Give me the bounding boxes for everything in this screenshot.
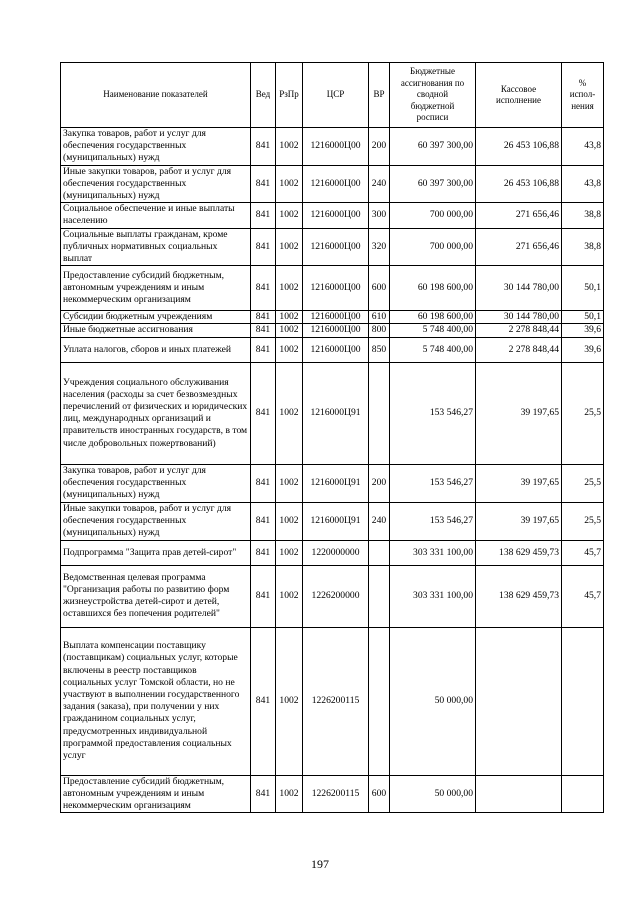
header-percent-line: % bbox=[578, 77, 587, 88]
row-allocations: 5 748 400,00 bbox=[390, 324, 476, 337]
row-ved: 841 bbox=[251, 627, 276, 775]
row-name: Учреждения социального обслуживания населения (расходы за счет безвозмездных перечислений от физических и юридических лиц, международных организаций и правительств иностранных государств, в том числе добровольных пожертвований) bbox=[61, 362, 251, 464]
row-cash-execution: 26 453 106,88 bbox=[476, 128, 562, 166]
table-row bbox=[61, 128, 604, 166]
table-row bbox=[61, 565, 604, 627]
row-name: Социальные выплаты гражданам, кроме публичных нормативных социальных выплат bbox=[61, 228, 251, 266]
table-row bbox=[61, 502, 604, 540]
row-cash-execution bbox=[476, 627, 562, 775]
row-vr bbox=[369, 627, 390, 775]
row-allocations: 303 331 100,00 bbox=[390, 565, 476, 627]
row-rzpr: 1002 bbox=[276, 311, 303, 324]
row-percent: 43,8 bbox=[562, 128, 604, 166]
row-vr: 200 bbox=[369, 464, 390, 502]
row-vr: 320 bbox=[369, 228, 390, 266]
header-ved: Вед bbox=[251, 63, 276, 128]
row-cash-execution: 39 197,65 bbox=[476, 362, 562, 464]
row-vr: 800 bbox=[369, 324, 390, 337]
header-allocations-line: росписи bbox=[416, 112, 449, 123]
row-csr: 1220000000 bbox=[303, 540, 369, 565]
row-cash-execution bbox=[476, 775, 562, 813]
table-header-row bbox=[61, 63, 604, 128]
row-csr: 1216000Ц00 bbox=[303, 165, 369, 203]
row-allocations: 700 000,00 bbox=[390, 228, 476, 266]
row-csr: 1226200000 bbox=[303, 565, 369, 627]
row-rzpr: 1002 bbox=[276, 627, 303, 775]
row-name: Иные бюджетные ассигнования bbox=[61, 324, 251, 337]
row-allocations: 60 198 600,00 bbox=[390, 311, 476, 324]
row-percent: 50,1 bbox=[562, 266, 604, 311]
row-percent bbox=[562, 775, 604, 813]
row-ved: 841 bbox=[251, 228, 276, 266]
header-allocations-line: ассигнования по bbox=[400, 77, 465, 88]
row-cash-execution: 138 629 459,73 bbox=[476, 565, 562, 627]
row-allocations: 50 000,00 bbox=[390, 627, 476, 775]
row-cash-execution: 26 453 106,88 bbox=[476, 165, 562, 203]
row-rzpr: 1002 bbox=[276, 540, 303, 565]
row-allocations: 303 331 100,00 bbox=[390, 540, 476, 565]
header-csr: ЦСР bbox=[303, 63, 369, 128]
table-row bbox=[61, 362, 604, 464]
row-csr: 1216000Ц00 bbox=[303, 128, 369, 166]
row-percent: 25,5 bbox=[562, 464, 604, 502]
row-vr: 240 bbox=[369, 165, 390, 203]
row-percent: 25,5 bbox=[562, 502, 604, 540]
row-name: Выплата компенсации поставщику (поставщикам) социальных услуг, которые включены в реестр поставщиков социальных услуг Томской области, но не участвуют в выполнении государственного задания (заказа), при получении у них гражданином социальных услуг, предусмотренных индивидуальной программой предоставления социальных услуг bbox=[61, 627, 251, 775]
row-allocations: 50 000,00 bbox=[390, 775, 476, 813]
row-csr: 1216000Ц91 bbox=[303, 464, 369, 502]
header-percent-line: нения bbox=[571, 100, 594, 111]
row-name: Ведомственная целевая программа "Организация работы по развитию форм жизнеустройства детей-сирот и детей, оставшихся без попечения родителей" bbox=[61, 565, 251, 627]
row-vr bbox=[369, 565, 390, 627]
row-allocations: 60 397 300,00 bbox=[390, 128, 476, 166]
table-row bbox=[61, 266, 604, 311]
table-row bbox=[61, 627, 604, 775]
header-name: Наименование показателей bbox=[61, 63, 251, 128]
row-rzpr: 1002 bbox=[276, 266, 303, 311]
row-cash-execution: 2 278 848,44 bbox=[476, 324, 562, 337]
row-rzpr: 1002 bbox=[276, 128, 303, 166]
header-cash-execution bbox=[476, 63, 562, 128]
row-percent bbox=[562, 627, 604, 775]
row-cash-execution: 2 278 848,44 bbox=[476, 337, 562, 362]
row-csr: 1226200115 bbox=[303, 775, 369, 813]
table-row bbox=[61, 337, 604, 362]
row-vr: 240 bbox=[369, 502, 390, 540]
row-csr: 1216000Ц91 bbox=[303, 362, 369, 464]
row-name: Иные закупки товаров, работ и услуг для обеспечения государственных (муниципальных) нужд bbox=[61, 502, 251, 540]
row-ved: 841 bbox=[251, 502, 276, 540]
row-csr: 1216000Ц00 bbox=[303, 228, 369, 266]
row-allocations: 60 397 300,00 bbox=[390, 165, 476, 203]
row-percent: 50,1 bbox=[562, 311, 604, 324]
row-ved: 841 bbox=[251, 464, 276, 502]
header-allocations-line: бюджетной bbox=[410, 100, 455, 111]
row-allocations: 700 000,00 bbox=[390, 203, 476, 228]
row-rzpr: 1002 bbox=[276, 203, 303, 228]
row-name: Подпрограмма "Защита прав детей-сирот" bbox=[61, 540, 251, 565]
row-rzpr: 1002 bbox=[276, 464, 303, 502]
row-percent: 39,6 bbox=[562, 324, 604, 337]
row-vr bbox=[369, 362, 390, 464]
row-ved: 841 bbox=[251, 203, 276, 228]
table-row bbox=[61, 228, 604, 266]
row-ved: 841 bbox=[251, 324, 276, 337]
row-allocations: 153 546,27 bbox=[390, 464, 476, 502]
row-cash-execution: 271 656,46 bbox=[476, 228, 562, 266]
row-ved: 841 bbox=[251, 128, 276, 166]
row-name: Уплата налогов, сборов и иных платежей bbox=[61, 337, 251, 362]
row-cash-execution: 30 144 780,00 bbox=[476, 266, 562, 311]
row-cash-execution: 30 144 780,00 bbox=[476, 311, 562, 324]
header-allocations-line: Бюджетные bbox=[410, 66, 455, 77]
table-row bbox=[61, 324, 604, 337]
row-cash-execution: 271 656,46 bbox=[476, 203, 562, 228]
table-row bbox=[61, 311, 604, 324]
header-rzpr: РзПр bbox=[276, 63, 303, 128]
row-rzpr: 1002 bbox=[276, 502, 303, 540]
header-percent-execution bbox=[562, 63, 604, 128]
row-name: Закупка товаров, работ и услуг для обеспечения государственных (муниципальных) нужд bbox=[61, 464, 251, 502]
row-name: Закупка товаров, работ и услуг для обеспечения государственных (муниципальных) нужд bbox=[61, 128, 251, 166]
row-csr: 1216000Ц00 bbox=[303, 311, 369, 324]
row-rzpr: 1002 bbox=[276, 565, 303, 627]
row-name: Предоставление субсидий бюджетным, автономным учреждениям и иным некоммерческим организациям bbox=[61, 266, 251, 311]
table-row bbox=[61, 775, 604, 813]
row-percent: 38,8 bbox=[562, 203, 604, 228]
row-percent: 25,5 bbox=[562, 362, 604, 464]
row-name: Социальное обеспечение и иные выплаты населению bbox=[61, 203, 251, 228]
row-percent: 45,7 bbox=[562, 565, 604, 627]
row-percent: 43,8 bbox=[562, 165, 604, 203]
row-csr: 1226200115 bbox=[303, 627, 369, 775]
row-rzpr: 1002 bbox=[276, 165, 303, 203]
row-percent: 45,7 bbox=[562, 540, 604, 565]
row-cash-execution: 39 197,65 bbox=[476, 502, 562, 540]
table-row bbox=[61, 540, 604, 565]
row-vr: 610 bbox=[369, 311, 390, 324]
row-name: Предоставление субсидий бюджетным, автономным учреждениям и иным некоммерческим организациям bbox=[61, 775, 251, 813]
header-allocations bbox=[390, 63, 476, 128]
row-rzpr: 1002 bbox=[276, 228, 303, 266]
header-vr: ВР bbox=[369, 63, 390, 128]
row-vr bbox=[369, 540, 390, 565]
row-ved: 841 bbox=[251, 311, 276, 324]
page-number: 197 bbox=[311, 857, 329, 871]
table-body bbox=[61, 128, 604, 813]
row-vr: 200 bbox=[369, 128, 390, 166]
row-rzpr: 1002 bbox=[276, 775, 303, 813]
row-ved: 841 bbox=[251, 337, 276, 362]
row-allocations: 5 748 400,00 bbox=[390, 337, 476, 362]
row-allocations: 153 546,27 bbox=[390, 502, 476, 540]
row-ved: 841 bbox=[251, 266, 276, 311]
budget-execution-table bbox=[60, 62, 604, 813]
row-vr: 600 bbox=[369, 266, 390, 311]
row-percent: 39,6 bbox=[562, 337, 604, 362]
row-allocations: 153 546,27 bbox=[390, 362, 476, 464]
header-cash-line: Кассовое bbox=[500, 83, 537, 94]
header-percent-line: испол- bbox=[569, 89, 596, 100]
row-allocations: 60 198 600,00 bbox=[390, 266, 476, 311]
row-csr: 1216000Ц00 bbox=[303, 324, 369, 337]
row-percent: 38,8 bbox=[562, 228, 604, 266]
row-vr: 850 bbox=[369, 337, 390, 362]
row-cash-execution: 138 629 459,73 bbox=[476, 540, 562, 565]
row-name: Субсидии бюджетным учреждениям bbox=[61, 311, 251, 324]
row-ved: 841 bbox=[251, 540, 276, 565]
row-csr: 1216000Ц91 bbox=[303, 502, 369, 540]
row-cash-execution: 39 197,65 bbox=[476, 464, 562, 502]
row-csr: 1216000Ц00 bbox=[303, 266, 369, 311]
row-csr: 1216000Ц00 bbox=[303, 337, 369, 362]
row-ved: 841 bbox=[251, 165, 276, 203]
table-row bbox=[61, 165, 604, 203]
table-row bbox=[61, 203, 604, 228]
row-ved: 841 bbox=[251, 565, 276, 627]
row-csr: 1216000Ц00 bbox=[303, 203, 369, 228]
row-vr: 300 bbox=[369, 203, 390, 228]
row-ved: 841 bbox=[251, 362, 276, 464]
row-name: Иные закупки товаров, работ и услуг для обеспечения государственных (муниципальных) нужд bbox=[61, 165, 251, 203]
table-row bbox=[61, 464, 604, 502]
header-cash-line: исполнение bbox=[496, 95, 541, 105]
row-vr: 600 bbox=[369, 775, 390, 813]
row-rzpr: 1002 bbox=[276, 324, 303, 337]
row-rzpr: 1002 bbox=[276, 362, 303, 464]
header-allocations-line: сводной bbox=[416, 89, 449, 100]
row-rzpr: 1002 bbox=[276, 337, 303, 362]
row-ved: 841 bbox=[251, 775, 276, 813]
